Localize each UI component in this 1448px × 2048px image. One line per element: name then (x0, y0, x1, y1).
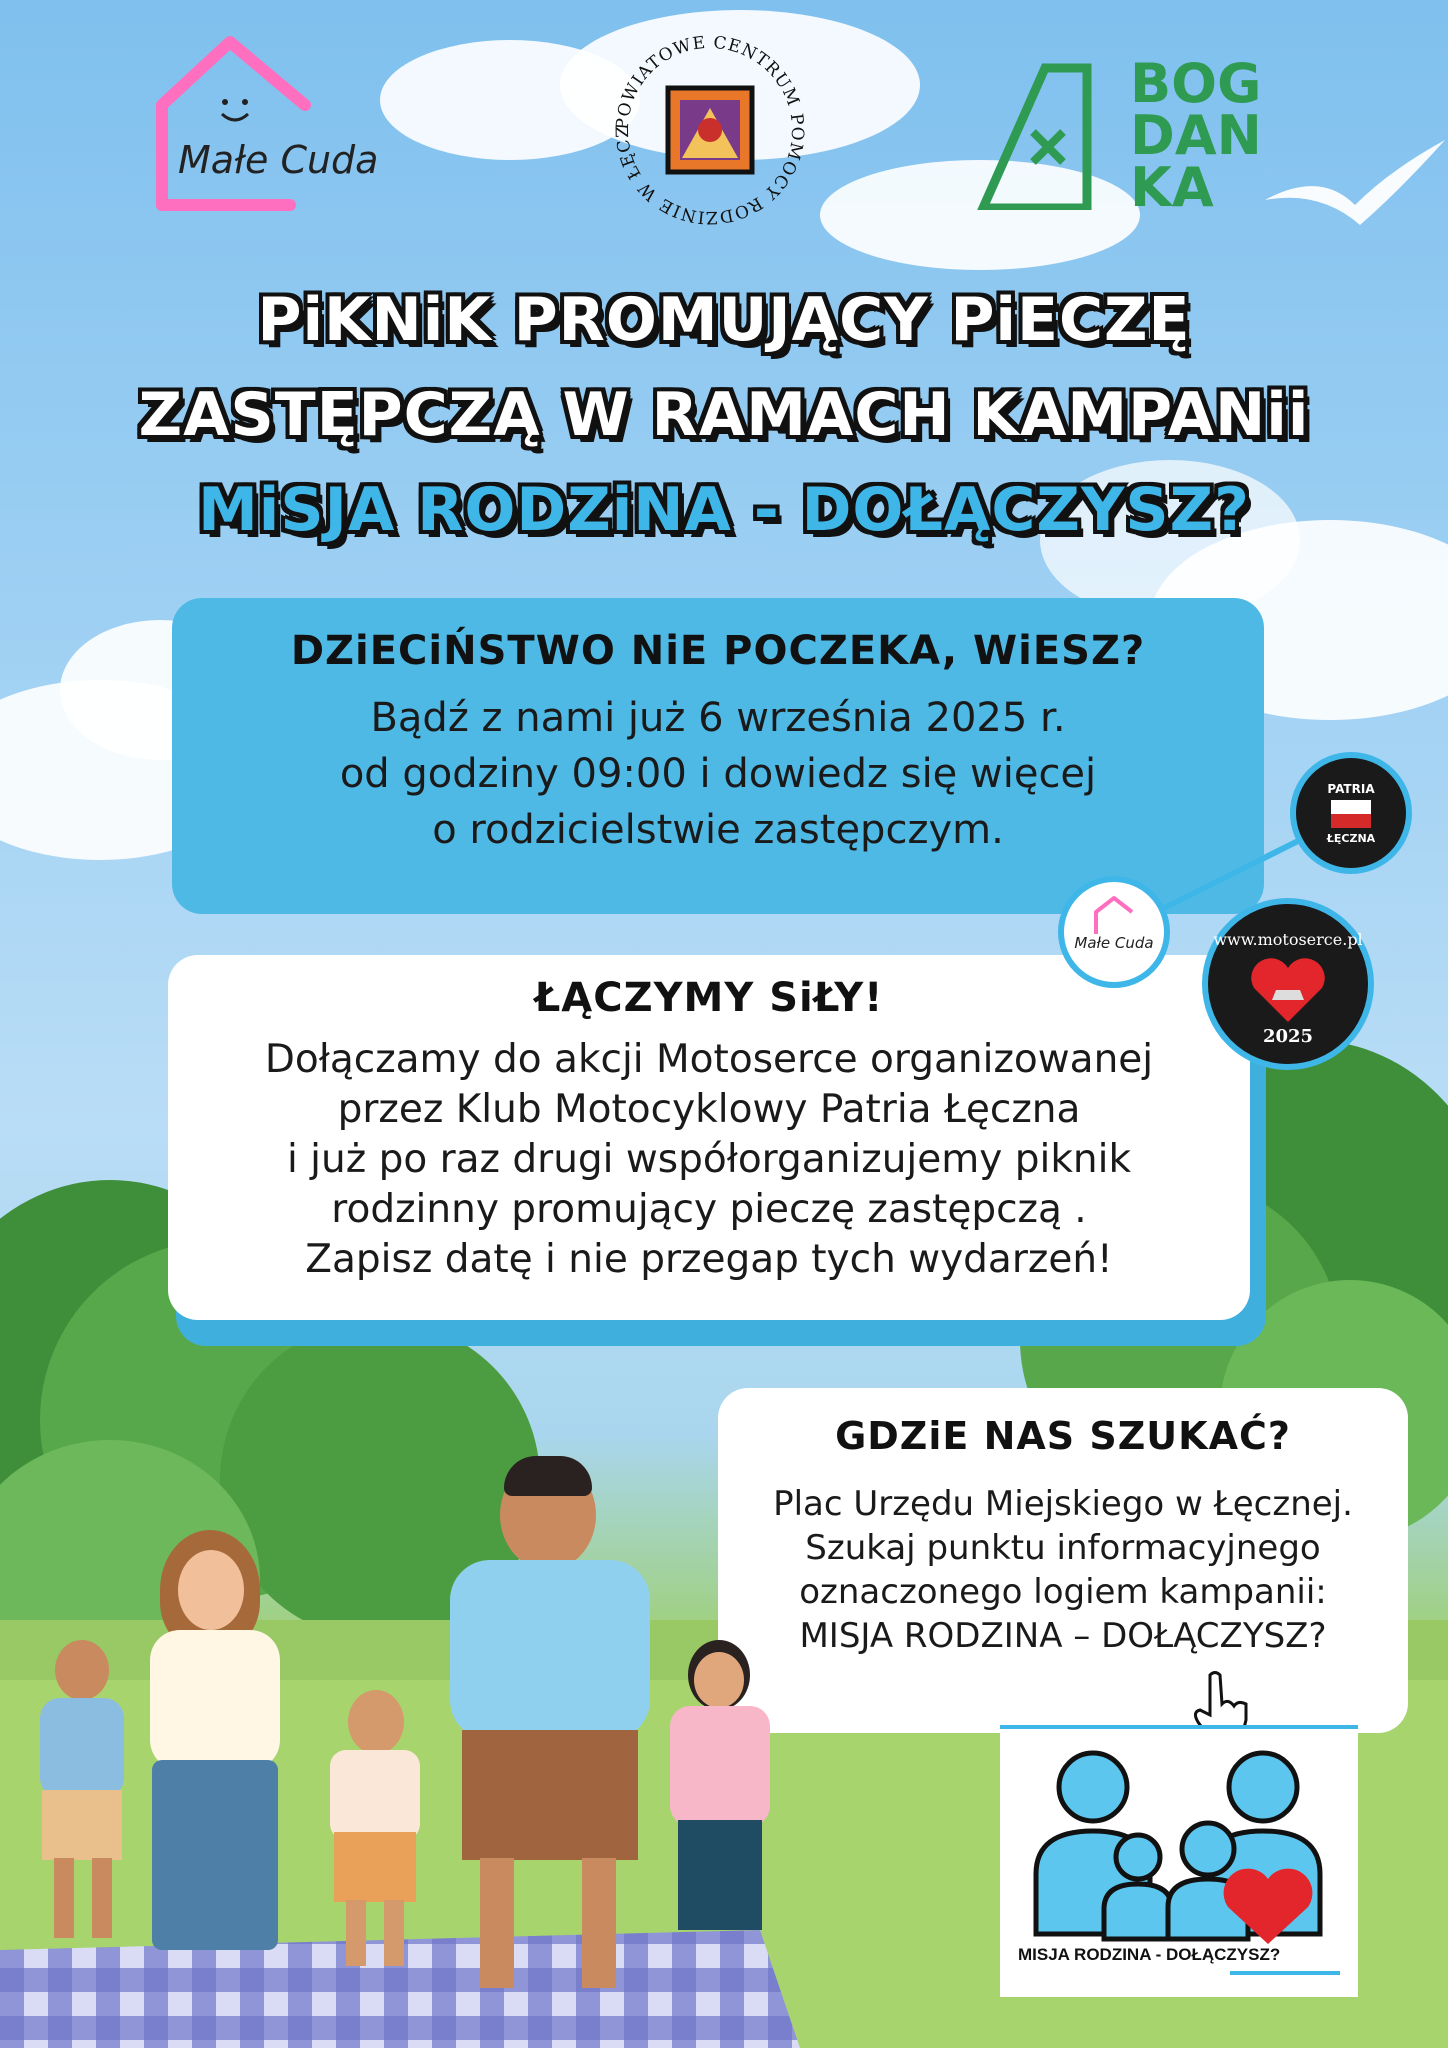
motoserce-url-text: www.motoserce.pl (1213, 930, 1363, 949)
motoserce-heart-icon (1246, 956, 1330, 1026)
campaign-family-icon (1018, 1739, 1340, 1949)
forces-box-line: rodzinny promujący pieczę zastępczą . (331, 1187, 1087, 1232)
patria-badge-top: PATRIA (1327, 782, 1375, 796)
woman-figure (130, 1530, 300, 1980)
date-box-line: od godziny 09:00 i dowiedz się więcej (339, 751, 1097, 797)
title-line-1: PiKNiK PROMUJĄCY PiECZĘ (257, 285, 1191, 355)
patria-badge-bottom: ŁĘCZNA (1326, 832, 1376, 845)
forces-box-line: i już po raz drugi współorganizujemy piknik (286, 1137, 1132, 1182)
small-boy-figure (320, 1690, 430, 1970)
girl-figure (660, 1640, 780, 1960)
male-cuda-small-badge (1058, 876, 1170, 988)
bogdanka-line: BOG (1130, 52, 1262, 115)
man-figure (440, 1460, 670, 2000)
forces-box-line: Zapisz datę i nie przegap tych wydarzeń! (305, 1237, 1113, 1282)
male-cuda-logo-text: Małe Cuda (178, 138, 379, 182)
where-box-line: MISJA RODZINA – DOŁĄCZYSZ? (799, 1616, 1327, 1656)
bogdanka-mine-icon (975, 60, 1095, 210)
forces-box-line: Dołączamy do akcji Motoserce organizowanej (264, 1037, 1154, 1082)
male-cuda-small-house-icon (1092, 894, 1136, 936)
campaign-logo-underline (1230, 1971, 1340, 1975)
forces-info-box (168, 955, 1250, 1320)
forces-box-heading: ŁĄCZYMY SiŁY! (534, 975, 884, 1021)
campaign-logo-text: MISJA RODZINA - DOŁĄCZYSZ? (1018, 1945, 1281, 1964)
male-cuda-house-icon (150, 30, 330, 220)
title-line-3: MiSJA RODZiNA - DOŁĄCZYSZ? (198, 475, 1250, 545)
title-line-2: ZASTĘPCZĄ W RAMACH KAMPANii (138, 380, 1310, 450)
bogdanka-line: KA (1130, 156, 1214, 219)
where-box-text (718, 1482, 1408, 1658)
pcpr-logo (610, 30, 810, 230)
patria-badge (1290, 752, 1412, 874)
where-box-heading: GDZiE NAS SZUKAĆ? (835, 1414, 1291, 1458)
bogdanka-line: DAN (1130, 104, 1262, 167)
date-box-line: Bądź z nami już 6 września 2025 r. (370, 695, 1066, 741)
campaign-logo (1000, 1725, 1358, 1997)
where-box-line: Plac Urzędu Miejskiego w Łęcznej. (773, 1484, 1353, 1524)
bogdanka-logo-text (1130, 52, 1262, 219)
pcpr-ring-text: POWIATOWE CENTRUM POMOCY RODZINIE W ŁĘCZ (612, 32, 808, 228)
forces-box-text (168, 1035, 1250, 1285)
forces-box-line: przez Klub Motocyklowy Patria Łęczna (337, 1087, 1081, 1132)
male-cuda-small-text: Małe Cuda (1074, 934, 1154, 952)
date-box-heading: DZiECiŃSTWO NiE POCZEKA, WiESZ? (290, 628, 1146, 674)
patria-emblem-icon (1331, 800, 1371, 828)
motoserce-year-text: 2025 (1262, 1026, 1314, 1047)
motoserce-badge (1202, 898, 1374, 1070)
where-box-line: Szukaj punktu informacyjnego (805, 1528, 1321, 1568)
boy-figure (30, 1640, 130, 1940)
where-info-box (718, 1388, 1408, 1733)
date-box-line: o rodzicielstwie zastępczym. (432, 807, 1004, 853)
where-box-line: oznaczonego logiem kampanii: (799, 1572, 1327, 1612)
seagull-icon (1260, 130, 1448, 240)
